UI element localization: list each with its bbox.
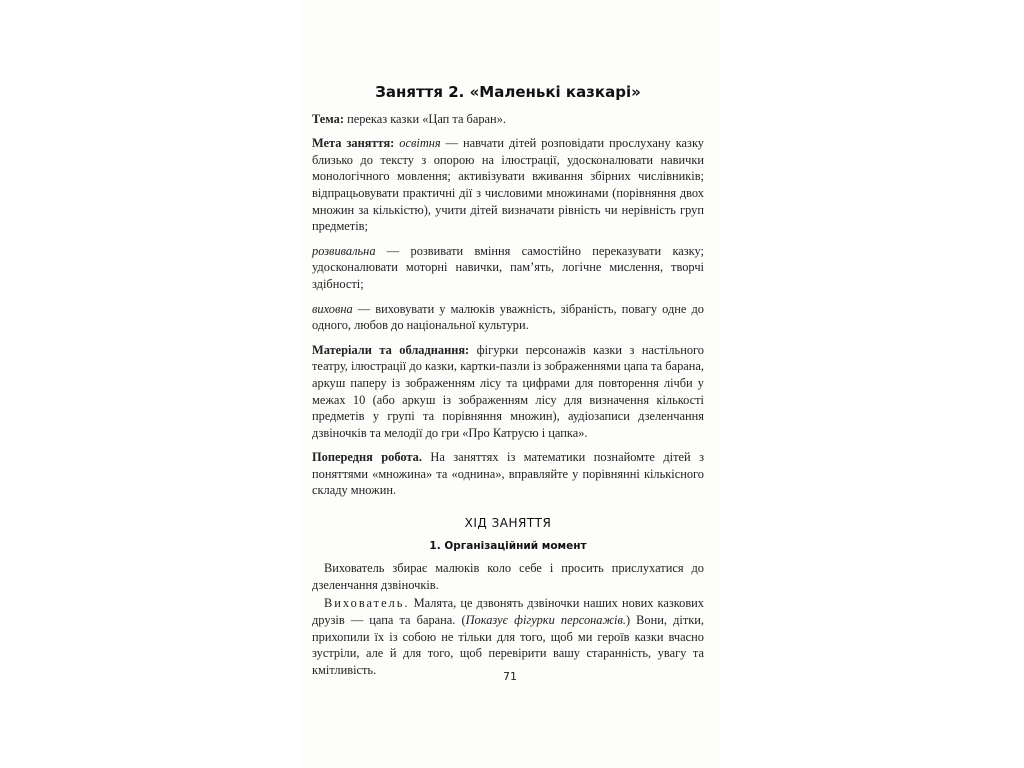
topic-text: переказ казки «Цап та баран». [343, 111, 506, 126]
book-page [300, 0, 720, 768]
paragraph-1: Вихователь збирає малюків коло себе і просить прислухатися до дзеленчання дзвіночків. [312, 561, 704, 592]
materials-paragraph [312, 342, 704, 442]
preliminary-text: На заняттях із математики познайомте дітей з поняттями «множина» та «однина», вправляйте у порівнянні кількісного складу множин. [312, 450, 704, 498]
section-heading: ХІД ЗАНЯТТЯ [464, 516, 552, 531]
preliminary-paragraph [312, 449, 704, 499]
page-number: 71 [503, 670, 517, 683]
page-content [312, 84, 704, 680]
upbringing-text: — виховувати у малюків уважність, зібраність, повагу одне до одного, любов до національної культури. [312, 301, 704, 333]
speech-text-b: ) Вони, дітки, прихопили їх із собою не тільки для того, щоб ми героїв казки вчасно зустріли, але й для того, щоб перевірити вашу старанність, увагу та кмітливість. [312, 613, 704, 677]
materials-label: Матеріали та обладнання: [312, 342, 470, 357]
lesson-title: Заняття 2. «Маленькі казкарі» [375, 83, 641, 101]
topic-label: Тема: [312, 111, 344, 126]
stage-direction: Показує фігурки персонажів. [465, 613, 626, 628]
developmental-label: розвивальна [312, 243, 376, 258]
developmental-text: — розвивати вміння самостійно переказувати казку; удосконалювати моторні навички, пам’ять, логічне мислення, творчі здібності; [312, 243, 704, 291]
goal-label: Мета заняття: [312, 136, 395, 151]
upbringing-label: виховна [312, 301, 353, 316]
educational-text: — навчати дітей розповідати прослухану казку близько до тексту з опорою на ілюстрації, удосконалювати навички монологічного мовлення; активізувати вживання збірних числівників; відпрацьовувати практичні дії з числовими множинами (порівняння двох множин за кількістю), учити дітей визначати рівність чи нерівність груп предметів; [312, 136, 704, 234]
preliminary-label: Попередня робота. [312, 450, 422, 465]
materials-text: фігурки персонажів казки з настільного театру, ілюстрації до казки, картки-пазли із зображеннями цапа та барана, аркуш паперу із зображенням лісу та цифрами для повторення лічби у межах 10 (або аркуш із зображенням лісу для визначення кількості предметів у групі та порівняння множин), аудіозаписи дзеленчання дзвіночків та мелодії до гри «Про Катрусю і цапка». [312, 342, 704, 440]
educational-label: освітня [399, 136, 441, 151]
goal-upbringing-paragraph [312, 301, 704, 334]
goal-developmental-paragraph [312, 243, 704, 293]
goal-educational-paragraph [312, 135, 704, 235]
subsection-heading: 1. Організаційний момент [429, 539, 587, 552]
speaker-label: Вихователь. [324, 596, 410, 611]
paragraph-2 [312, 595, 704, 678]
speech-text-a: Малята, це дзвонять дзвіночки наших нових казкових друзів — цапа та барана. ( [312, 596, 704, 628]
topic-paragraph [312, 111, 704, 128]
